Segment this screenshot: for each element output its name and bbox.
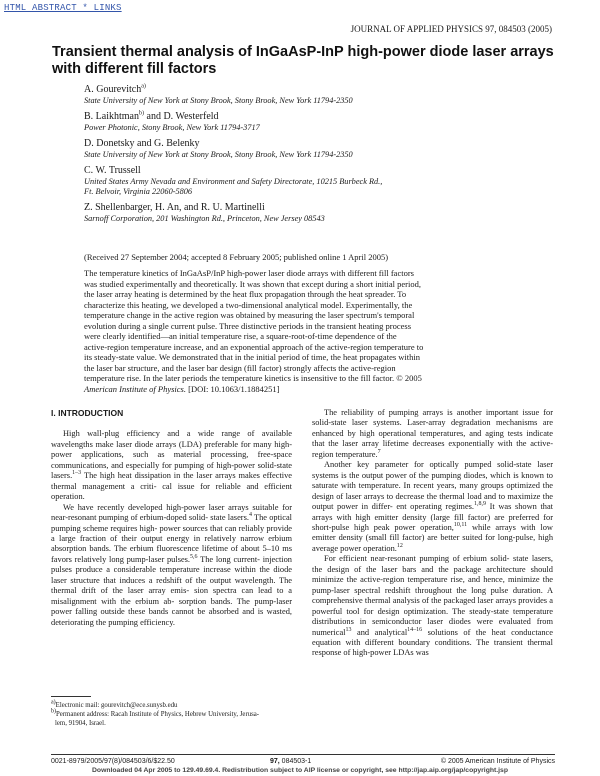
author-block	[84, 202, 564, 224]
author-name: B. Laikhtman$^{b)}$ and D. Westerfeld	[84, 110, 219, 122]
author-name: A. Gourevitch$^{a)}$	[84, 83, 146, 95]
citation[interactable]: 5,6	[190, 554, 198, 561]
download-notice: Downloaded 04 Apr 2005 to 129.49.69.4. Redistribution subject to AIP license or copyright, see http://jap.aip.org/jap/copyright.jsp	[92, 767, 508, 774]
footnote-address: $^{b)}$Permanent address: Racah Institute of Physics, Hebrew University, Jerusa- lem, 91904, Israel.	[51, 708, 260, 727]
author-affiliation: State University of New York at Stony Brook, Stony Brook, New York 11794-2350	[84, 96, 353, 105]
journal-header: JOURNAL OF APPLIED PHYSICS 97, 084503 (2005)	[350, 24, 552, 34]
citation[interactable]: 12	[396, 543, 403, 550]
html-abstract-links[interactable]: HTML ABSTRACT * LINKS	[4, 3, 122, 13]
footer-issn: 0021-8979/2005/97(8)/084503/6/$22.50	[51, 758, 175, 765]
doi-link[interactable]: [DOI: 10.1063/1.1884251]	[185, 383, 280, 394]
author-block	[84, 111, 564, 133]
paragraph: High wall-plug efficiency and a wide range of available wavelengths make laser diode arrays (LDA) preferable for many high-power applications, such as material processing, free-space communications, and especially for pumping of high-power solid-state lasers.$^{1-3}$ The high heat dissipation in the laser arrays makes effective thermal management a criti- cal issue for reliable and efficient operation.	[51, 429, 293, 502]
author-affiliation: United States Army Nevada and Environment and Safety Directorate, 10215 Burbeck Rd.,	[84, 177, 383, 186]
abstract: The temperature kinetics of InGaAsP/InP high-power laser diode arrays with different fill factors was studied experimentally and theoretically. It was shown that except during a short initial period, the laser array heating is determined by the heat flux propagation through the heat spreader. To characterize this heating, we developed a two-dimensional analytical model. Experimentally, the temperature change in the active region was obtained by measuring the laser spectrum's temporal evolution during a single current pulse. Three distinctive periods in the transient heating process were clearly identified—an initial temperature rise, a square-root-of-time dependence of the active-region temperature increase, and an exponential approach of the active-region temperature to its steady-state value. We demonstrated that in the initial period of time, the heat propagates within the laser bar structure, and the laser bar design (fill factor) strongly affects the active-region temperature rise. In the later periods the temperature kinetics is insensitive to the fill factor. © 2005 American Institute of Physics. [DOI: 10.1063/1.1884251]	[84, 268, 424, 394]
citation[interactable]: 7	[377, 449, 381, 456]
footer-rule	[51, 754, 555, 755]
author-affiliation: Power Photonic, Stony Brook, New York 11794-3717	[84, 123, 260, 132]
paragraph: The reliability of pumping arrays is another important issue for solid-state laser systems. Laser-array degradation mechanisms are enhanced by high operational temperatures, and aging tests indicate that the laser array lifetime decreases exponentially with the active-region temperature.$^7$	[312, 408, 554, 459]
paragraph: For efficient near-resonant pumping of erbium solid- state lasers, the design of the laser bars and the package architecture should minimize the active-region temperature rise, and hence, minimize the pump-laser spectral redshift throughout the long pulse duration. A comprehensive thermal analysis of the packaged laser arrays provides a powerful tool for design optimization. The steady-state temperature distributions in semiconductor laser diodes were evaluated from numerical$^{13}$ and analytical$^{14-16}$ solutions of the heat conductance equation with different boundary conditions. The transient thermal response of high-power LDAs was	[312, 554, 554, 658]
author-name: D. Donetsky and G. Belenky	[84, 138, 200, 149]
author-affiliation: Sarnoff Corporation, 201 Washington Rd., Princeton, New Jersey 08543	[84, 214, 325, 223]
right-column	[312, 408, 553, 659]
section-heading: I. INTRODUCTION	[51, 408, 124, 418]
aip-italic: American Institute of Physics.	[84, 383, 186, 394]
citation[interactable]: 1,8,9	[474, 501, 487, 508]
author-name: Z. Shellenbarger, H. An, and R. U. Martinelli	[84, 202, 265, 213]
citation[interactable]: 10,11	[453, 522, 468, 529]
paragraph: We have recently developed high-power laser arrays suitable for near-resonant pumping of erbium-doped solid- state lasers.$^4$ The optical pumping scheme requires high- power sources that can reliably provide a large fraction of their output energy in relatively narrow erbium absorption bands. The erbium fluorescence lifetime of about 5–10 ms favors relatively long pump-laser pulses.$^{5,6}$ The long current- injection pulses produce a considerable temperature increase within the diode laser structure that induces a redshift of the output wavelength. The thermal drift of the laser array emis- sion spectra can lead to a misalignment with the erbium ab- sorption bands. The pump-laser power falling outside these bands cannot be absorbed and is wasted, deteriorating the pumping efficiency.	[51, 502, 293, 627]
received-dates: (Received 27 September 2004; accepted 8 February 2005; published online 1 April 2005)	[84, 252, 389, 262]
paper-title: Transient thermal analysis of InGaAsP-InP high-power diode laser arrays with different fill factors	[52, 44, 554, 77]
author-block	[84, 138, 564, 160]
author-affiliation: State University of New York at Stony Brook, Stony Brook, New York 11794-2350	[84, 150, 353, 159]
citation[interactable]: 4	[248, 512, 252, 519]
citation[interactable]: 13	[345, 626, 352, 633]
author-block	[84, 84, 564, 106]
author-affiliation-line2: Ft. Belvoir, Virginia 22060-5806	[84, 187, 193, 196]
footer-copyright: © 2005 American Institute of Physics	[440, 758, 555, 765]
citation[interactable]: 1–3	[72, 470, 82, 477]
author-name: C. W. Trussell	[84, 165, 141, 176]
author-list	[84, 84, 564, 229]
citation[interactable]: 14–16	[407, 626, 423, 633]
footer-page-number: 97, 084503-1	[270, 758, 312, 765]
footnote-rule	[51, 696, 91, 697]
author-block	[84, 165, 564, 197]
left-column	[51, 408, 292, 628]
footnote-email: $^{a)}$Electronic mail: gourevitch@ece.sunysb.edu	[51, 699, 178, 709]
paragraph: Another key parameter for optically pumped solid-state laser systems is the output power of the pumping diodes, which is known to saturate with temperature. In recent years, many groups optimized the design of laser arrays to decrease the thermal load and to maximize the output power in differ- ent operating regimes.$^{1,8,9}$ It was shown that arrays with high emitter density (large fill factor) are preferred for short-pulse high peak power operation,$^{10,11}$ while arrays with low emitter density (small fill factor) are better suited for long-pulse, high average power operation.$^{12}$	[312, 460, 554, 553]
